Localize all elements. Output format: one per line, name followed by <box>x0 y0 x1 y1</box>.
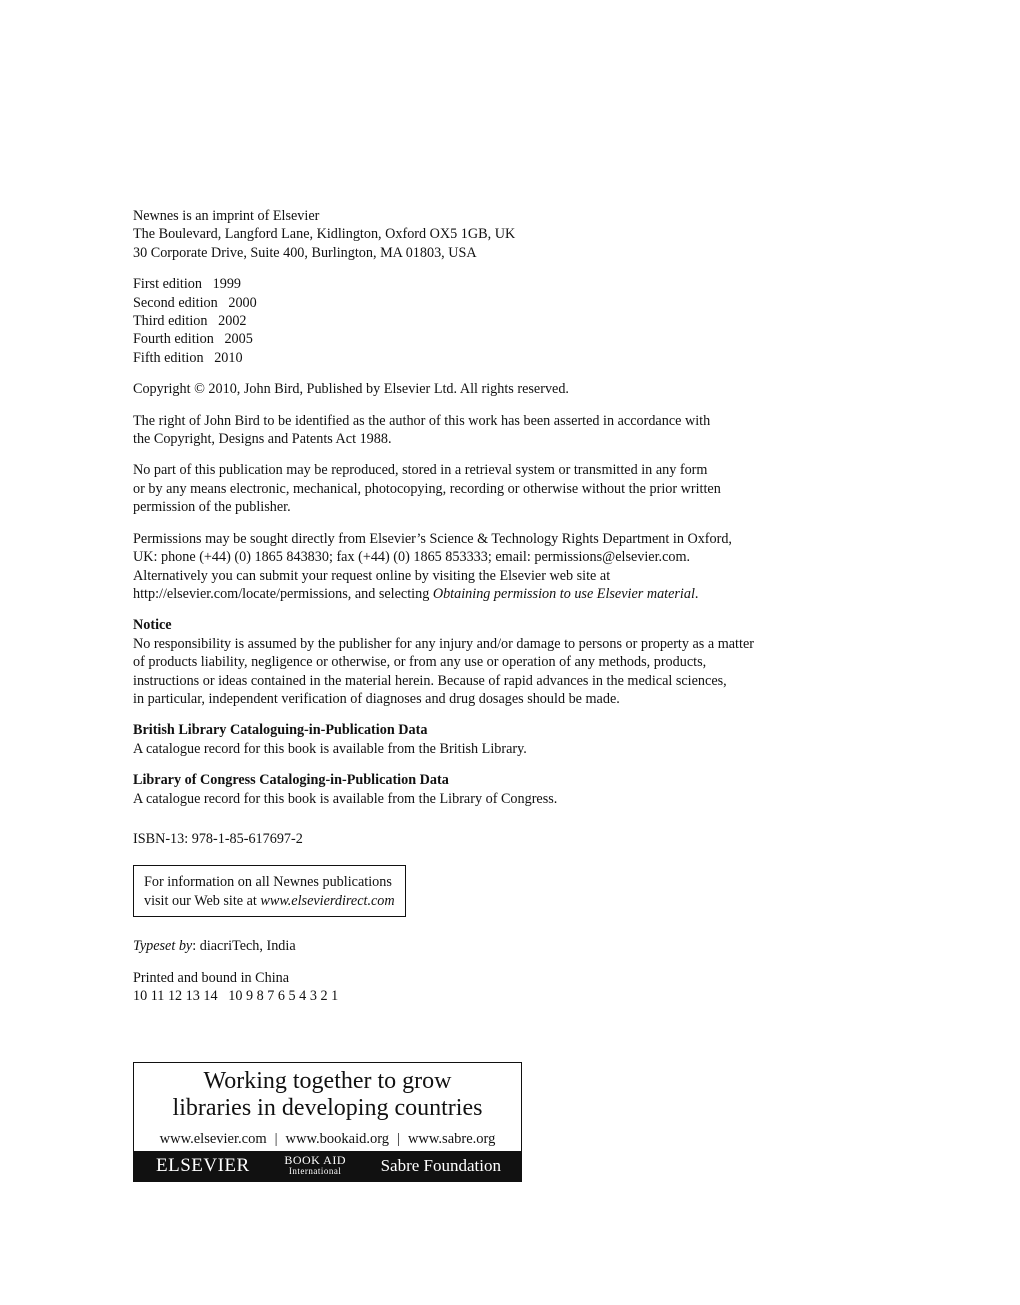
notice-line: in particular, independent verification of diagnoses and drug dosages should be made. <box>133 690 620 707</box>
reproduction-line: permission of the publisher. <box>133 499 291 516</box>
printed-block <box>133 969 833 1006</box>
notice-block <box>133 616 833 708</box>
typeset-block <box>133 937 833 955</box>
copyright-statement <box>133 380 833 398</box>
reproduction-line: or by any means electronic, mechanical, photocopying, recording or otherwise without the prior written <box>133 480 721 497</box>
permissions-block <box>133 530 833 604</box>
typeset-value: : diacriTech, India <box>192 938 296 955</box>
banner-title-line: Working together to grow <box>203 1068 452 1094</box>
bookaid-link[interactable]: www.bookaid.org <box>285 1131 390 1147</box>
edition-item: Fourth edition 2005 <box>133 331 253 348</box>
typeset-label: Typeset by <box>133 938 193 955</box>
library-of-congress-text: A catalogue record for this book is available from the Library of Congress. <box>133 790 558 807</box>
reproduction-line: No part of this publication may be reproduced, stored in a retrieval system or transmitted in any form <box>133 462 708 479</box>
copyright-page <box>133 207 833 1018</box>
moral-rights-line: The right of John Bird to be identified as the author of this work has been asserted in accordance with <box>133 412 711 429</box>
reproduction-notice <box>133 461 833 516</box>
typeset-line <box>133 937 833 955</box>
edition-item: Second edition 2000 <box>133 294 257 311</box>
british-library-block <box>133 721 833 758</box>
printed-line: Printed and bound in China <box>133 969 290 986</box>
edition-item: First edition 1999 <box>133 276 241 293</box>
elsevier-link[interactable]: www.elsevier.com <box>159 1131 267 1147</box>
notice-line: instructions or ideas contained in the material herein. Because of rapid advances in the medical sciences, <box>133 672 727 689</box>
info-box-line: visit our Web site at www.elsevierdirect.com <box>144 892 395 909</box>
publisher-block <box>133 207 833 262</box>
link-separator: | <box>274 1131 278 1147</box>
notice-heading: Notice <box>133 617 172 634</box>
banner-title-line: libraries in developing countries <box>172 1095 483 1121</box>
sabre-link[interactable]: www.sabre.org <box>407 1131 496 1147</box>
moral-rights-line: the Copyright, Designs and Patents Act 1988. <box>133 431 392 448</box>
british-library-text: A catalogue record for this book is available from the British Library. <box>133 740 527 757</box>
publisher-address-us: 30 Corporate Drive, Suite 400, Burlington, MA 01803, USA <box>133 244 477 261</box>
publisher-imprint: Newnes is an imprint of Elsevier <box>133 208 320 224</box>
permissions-line: http://elsevier.com/locate/permissions, and selecting Obtaining permission to use Elsevier material. <box>133 585 699 602</box>
edition-item: Fifth edition 2010 <box>133 349 243 366</box>
moral-rights <box>133 412 833 449</box>
print-numbers: 10 11 12 13 14 10 9 8 7 6 5 4 3 2 1 <box>133 988 339 1004</box>
bookaid-banner <box>133 1062 522 1182</box>
banner-logo-bar <box>134 1151 521 1181</box>
isbn-block <box>133 830 833 848</box>
permissions-line: Permissions may be sought directly from Elsevier’s Science & Technology Rights Department in Oxford, <box>133 530 732 547</box>
library-of-congress-block <box>133 771 833 808</box>
publisher-address-uk: The Boulevard, Langford Lane, Kidlington, Oxford OX5 1GB, UK <box>133 226 516 243</box>
isbn-number: ISBN-13: 978-1-85-617697-2 <box>133 830 303 847</box>
elsevier-logo: ELSEVIER <box>156 1154 250 1176</box>
info-box <box>133 865 406 917</box>
british-library-heading: British Library Cataloguing-in-Publication Data <box>133 722 428 739</box>
banner-links <box>134 1130 521 1148</box>
permissions-line: Alternatively you can submit your request online by visiting the Elsevier web site at <box>133 567 611 584</box>
elsevierdirect-link[interactable]: www.elsevierdirect.com <box>260 892 395 909</box>
editions-list <box>133 275 833 367</box>
bookaid-logo: BOOK AID International <box>284 1153 346 1176</box>
permissions-line: UK: phone (+44) (0) 1865 843830; fax (+44) (0) 1865 853333; email: permissions@elsevier.com. <box>133 549 691 566</box>
permissions-link-text: Obtaining permission to use Elsevier material <box>432 585 695 602</box>
permissions-url: http://elsevier.com/locate/permissions, and selecting <box>133 585 433 602</box>
info-box-line: For information on all Newnes publications <box>144 874 392 891</box>
link-separator: | <box>397 1131 400 1147</box>
edition-item: Third edition 2002 <box>133 313 247 330</box>
banner-title <box>134 1068 521 1122</box>
sabre-foundation-logo: Sabre Foundation <box>380 1155 501 1175</box>
library-of-congress-heading: Library of Congress Cataloging-in-Publication Data <box>133 772 449 789</box>
notice-line: of products liability, negligence or otherwise, or from any use or operation of any methods, products, <box>133 654 707 671</box>
notice-line: No responsibility is assumed by the publisher for any injury and/or damage to persons or property as a matter <box>133 635 754 652</box>
copyright-text: Copyright © 2010, John Bird, Published by Elsevier Ltd. All rights reserved. <box>133 381 569 398</box>
